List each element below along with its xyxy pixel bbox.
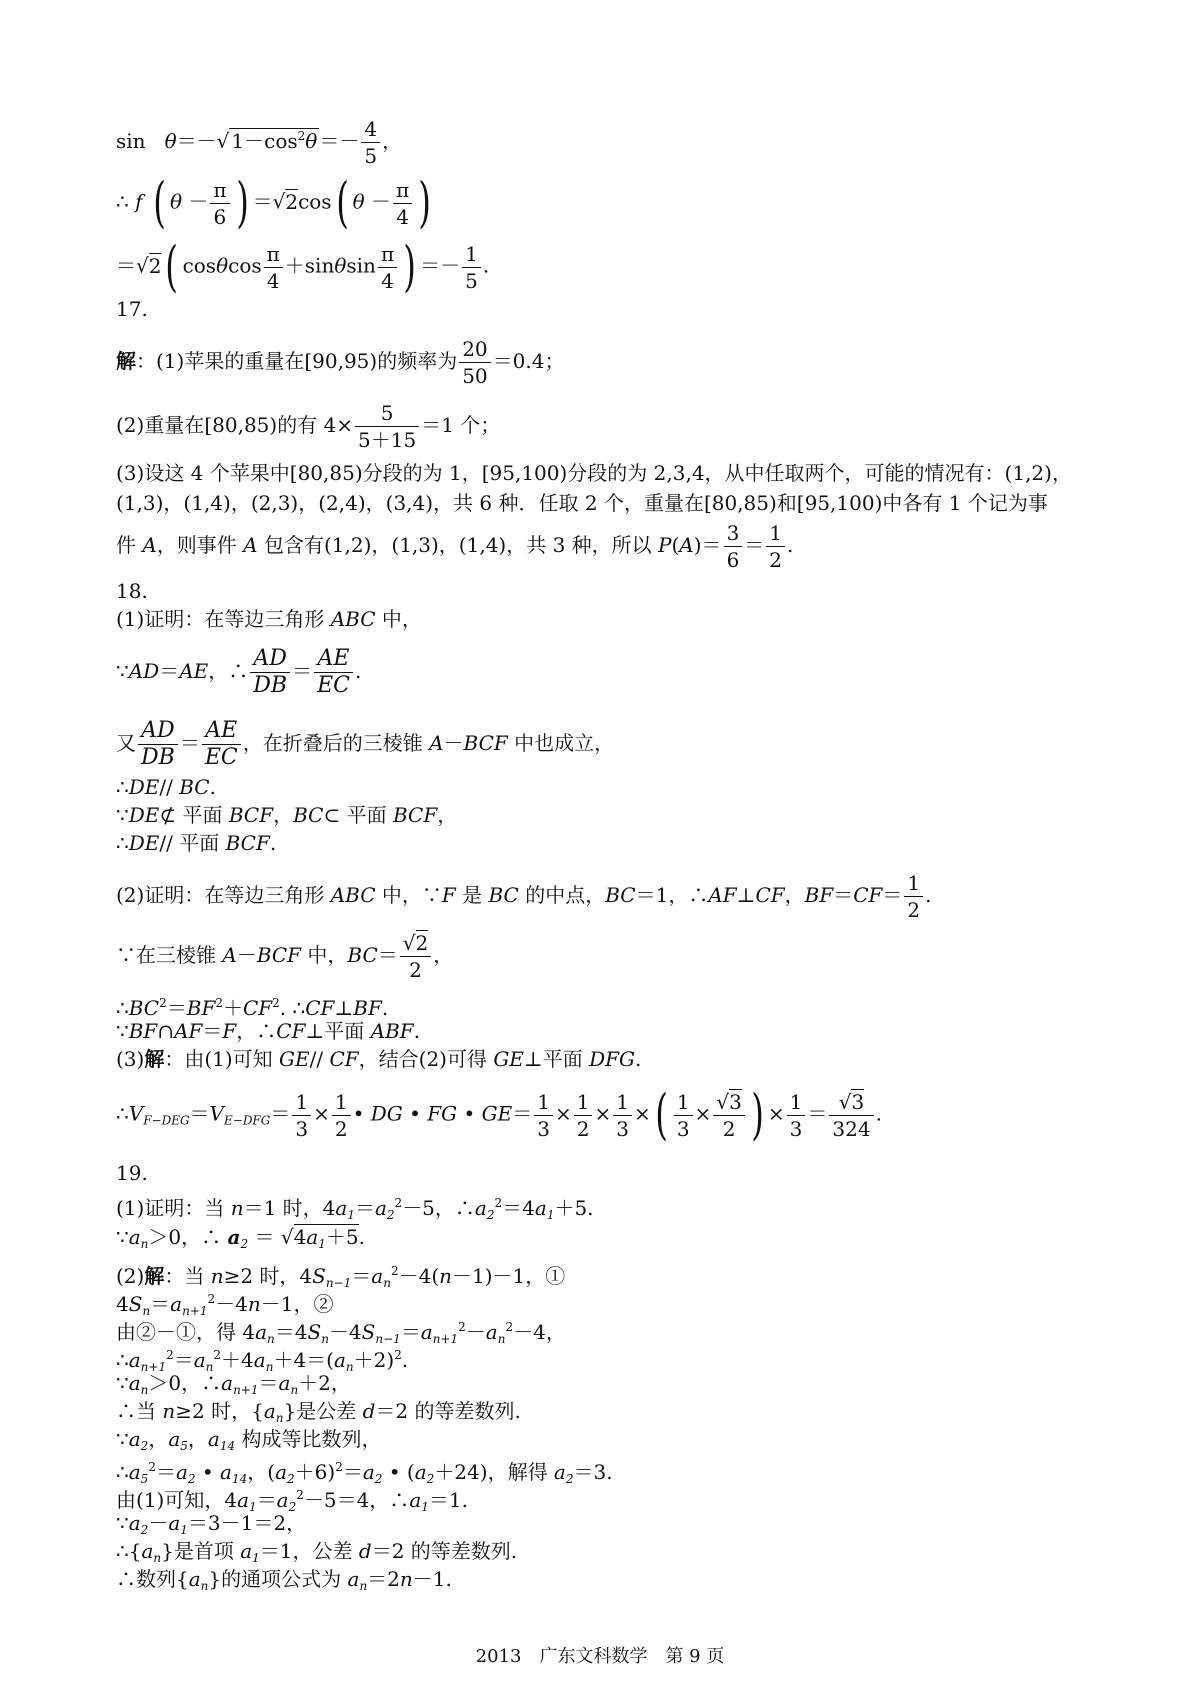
solution-18-line3: 又 $\frac{AD}{DB}$ ＝ $\frac{AE}{EC}$ ，在折叠后的三棱锥 A－BCF 中也成立， — [116, 718, 615, 770]
solution-19-line6: $\therefore a_{n+1}^2=a_n^2+4a_n+4=(a_n+2)^2$. — [116, 1348, 409, 1374]
solution-19-line5: 由②－①，得 $4a_n=4S_n-4S_{n-1}=a_{n+1}^2-a_n^2-4$， — [116, 1320, 566, 1346]
solution-17-part3-line1: (3)设这 4 个苹果中[80,85)分段的为 1，[95,100)分段的为 2,3,4，从中任取两个，可能的情况有：(1,2)， — [116, 461, 1072, 485]
formula-line-sin-theta: sin θ＝－√ $1-\cos^2\theta$ ＝－ $\frac{4}{5}$ ， — [116, 117, 403, 168]
solution-19-line11: 由(1)可知，$4a_1=a_2^2-5=4$，$\therefore a_1=1$. — [116, 1488, 468, 1514]
solution-18-line1: (1)证明：在等边三角形 ABC 中， — [116, 607, 422, 631]
solution-19-line10: $\therefore a_5^2=a_2$ • $a_{14}$，$(a_2+6)^2=a_2$ • $(a_2+24)$，解得 $a_2=3$. — [116, 1460, 613, 1486]
formula-line-expansion: ＝√2( cosθcos $\frac{\pi}{4}$ ＋sinθsin $\frac{\pi}{4}$ ) ＝－ $\frac{1}{5}$ . — [116, 235, 490, 298]
page-footer: 2013 广东文科数学 第 9 页 — [475, 1646, 725, 1667]
solution-19-line13: $\therefore\{a_n\}$是首项 $a_1=1$，公差 d＝2 的等差数列. — [116, 1539, 518, 1565]
solution-17-part2: (2)重量在[80,85)的有 4× $\frac{5}{5+15}$ ＝1 个； — [116, 401, 501, 452]
solution-18-line7: (2)证明：在等边三角形 ABC 中，∵F 是 BC 的中点，BC＝1，∴AF⊥CF，BF＝CF＝ $\frac{1}{2}$ . — [116, 871, 932, 922]
formula-line-f-theta: ∴ f ( θ － $\frac{\pi}{6}$ ) ＝√2cos( θ － $\frac{\pi}{4}$ ) — [116, 171, 432, 234]
solution-19-line14: ∴数列$\{a_n\}$的通项公式为 $a_n=2n-1$. — [116, 1567, 452, 1593]
solution-18-line5: ∵DE⊄ 平面 BCF，BC⊂ 平面 BCF， — [116, 803, 458, 827]
solution-19-line3: (2)解：当 n≥2 时，$4S_{n-1}=a_n^2-4(n-1)-1$，① — [116, 1264, 566, 1290]
solution-18-line4: ∴DE// BC. — [116, 775, 216, 799]
solution-18-line6: ∴DE// 平面 BCF. — [116, 831, 277, 855]
solution-19-line7: $\because a_n>0$，$\therefore a_{n+1}=a_n+2$， — [116, 1371, 351, 1397]
solution-18-line2: ∵AD＝AE，∴ $\frac{AD}{DB}$ ＝ $\frac{AE}{EC}$ . — [116, 646, 362, 698]
solution-19-line12: $\because a_2-a_1=3-1=2$， — [116, 1511, 307, 1537]
question-number-18: 18. — [116, 579, 148, 603]
question-number-19: 19. — [116, 1161, 148, 1185]
solution-17-part3-line3: 件 A，则事件 A 包含有(1,2)，(1,3)，(1,4)，共 3 种，所以 P(A)＝ $\frac{3}{6}$ ＝ $\frac{1}{2}$ . — [116, 521, 794, 572]
solution-19-line1: (1)证明：当 n＝1 时，$4a_1=a_2^2-5$，$\therefore a_2^2=4a_1+5$. — [116, 1196, 594, 1222]
solution-19-line4: $4S_n=a_{n+1}^2-4n-1$，② — [116, 1292, 334, 1318]
solution-18-line11: (3)解：由(1)可知 GE// CF，结合(2)可得 GE⊥平面 DFG. — [116, 1047, 642, 1071]
solution-18-line8: ∵在三棱锥 A－BCF 中，BC＝ $\frac{√2}{2}$ ， — [116, 931, 454, 982]
solution-17-part1: 解：(1)苹果的重量在[90,95)的频率为 $\frac{20}{50}$ ＝0.4； — [116, 337, 565, 388]
solution-19-line8: ∴当 n≥2 时，$\{a_n\}$是公差 d＝2 的等差数列. — [116, 1399, 521, 1425]
solution-17-part3-line2: (1,3)，(1,4)，(2,3)，(2,4)，(3,4)，共 6 种．任取 2 个，重量在[80,85)和[95,100)中各有 1 个记为事 — [116, 491, 1048, 515]
question-number-17: 17. — [116, 297, 148, 321]
solution-19-line9: $\because a_2$，$a_5$，$a_{14}$ 构成等比数列， — [116, 1427, 382, 1453]
solution-18-line12-volume: $\therefore V_{F-DEG}=V_{E-DFG}=$ $\frac{1}{3}$ × $\frac{1}{2}$ • DG • FG • GE＝ $\frac{1}{3}$ × $\frac{1}{2}$ × $\frac{1}{3}$ ×( $\frac{1}{3}$ × $\frac{√3}{2}$ ) × $\frac{1}{3}$ ＝ $\frac{√3}{324}$ . — [116, 1083, 882, 1146]
solution-18-line10: ∵BF∩AF＝F，∴CF⊥平面 ABF. — [116, 1019, 421, 1043]
solution-18-line9: $\therefore BC^2=BF^2+CF^2$. ∴CF⊥BF. — [116, 996, 389, 1020]
solution-19-line2: $\because a_n>0$，∴ $a_2 = √4a_1+5$. — [116, 1225, 365, 1251]
